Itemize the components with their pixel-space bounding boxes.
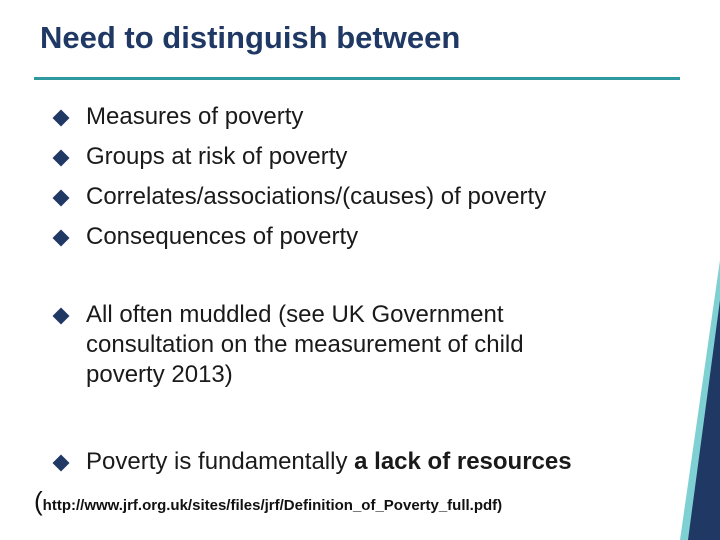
- bullet-text-regular: Poverty is fundamentally: [86, 448, 348, 475]
- bullet-consequences: [48, 222, 688, 252]
- bullet-text: All often muddled (see UK Government consultation on the measurement of child poverty 2013): [86, 301, 524, 388]
- source-citation: [34, 486, 502, 517]
- bullet-text: Correlates/associations/(causes) of poverty: [86, 183, 547, 210]
- corner-decoration: [660, 240, 720, 540]
- bullet-text: Measures of poverty: [86, 103, 304, 130]
- bullet-text: [86, 447, 688, 477]
- bullet-text: Consequences of poverty: [86, 223, 359, 250]
- diamond-bullet-icon: [53, 308, 70, 325]
- bullet-correlates: [48, 182, 688, 212]
- diamond-bullet-icon: [53, 230, 70, 247]
- bullet-groups-at-risk: [48, 142, 688, 172]
- bullet-muddled: [48, 300, 608, 390]
- bullet-lack-of-resources: [48, 447, 688, 477]
- bullet-text: Groups at risk of poverty: [86, 143, 348, 170]
- diamond-bullet-icon: [53, 150, 70, 167]
- source-open-paren: (: [34, 486, 43, 516]
- bullet-text-bold: a lack of resources: [354, 448, 572, 475]
- diamond-bullet-icon: [53, 110, 70, 127]
- diamond-bullet-icon: [53, 455, 70, 472]
- title-divider: [34, 77, 680, 80]
- slide-title: Need to distinguish between: [40, 20, 461, 55]
- source-url[interactable]: http://www.jrf.org.uk/sites/files/jrf/Definition_of_Poverty_full.pdf): [42, 497, 503, 514]
- diamond-bullet-icon: [53, 190, 70, 207]
- bullet-measures: [48, 102, 688, 132]
